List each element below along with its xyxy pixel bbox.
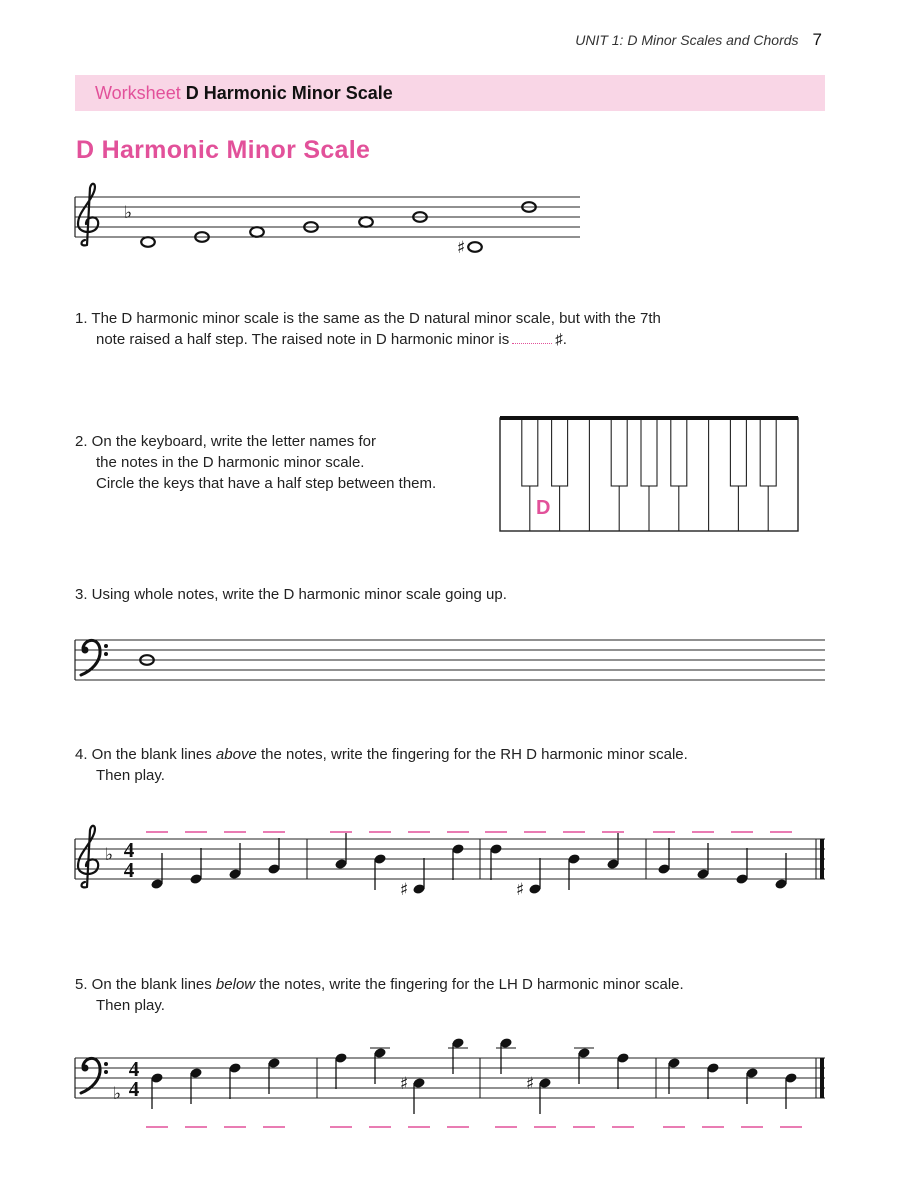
page-number: 7 bbox=[812, 30, 822, 49]
sharp-icon: ♯ bbox=[399, 880, 409, 900]
time-signature-top: 4 bbox=[123, 838, 135, 862]
running-title: UNIT 1: D Minor Scales and Chords bbox=[575, 32, 799, 48]
rh-staff bbox=[75, 826, 825, 900]
bass-clef-dot bbox=[104, 652, 108, 656]
bass-clef-dot bbox=[104, 1062, 108, 1066]
whole-note bbox=[468, 242, 482, 252]
black-key bbox=[522, 418, 538, 486]
key-signature-flat-icon: ♭ bbox=[112, 1084, 122, 1104]
question-1-line1: 1. The D harmonic minor scale is the same as the D natural minor scale, but with the 7th bbox=[75, 310, 661, 327]
lh-staff bbox=[75, 1037, 825, 1127]
key-signature-flat-icon: ♭ bbox=[104, 845, 114, 865]
whole-note bbox=[250, 227, 264, 237]
black-key bbox=[671, 418, 687, 486]
black-key bbox=[611, 418, 627, 486]
question-4-before: 4. On the blank lines bbox=[75, 746, 216, 763]
time-signature-top: 4 bbox=[128, 1057, 140, 1081]
black-key bbox=[641, 418, 657, 486]
answer-staff[interactable] bbox=[75, 640, 825, 680]
question-4-emph: above bbox=[215, 746, 257, 763]
sharp-icon: ♯ bbox=[456, 238, 466, 258]
keyboard-label-d: D bbox=[536, 497, 551, 519]
black-key bbox=[552, 418, 568, 486]
black-key bbox=[730, 418, 746, 486]
keyboard-top-edge bbox=[500, 416, 798, 420]
bass-clef-dot bbox=[104, 644, 108, 648]
black-key bbox=[760, 418, 776, 486]
treble-clef-icon bbox=[78, 826, 98, 888]
scale-staff bbox=[75, 184, 580, 258]
question-4-after: the notes, write the fingering for the RH D harmonic minor scale. bbox=[256, 746, 688, 763]
page-title: D Harmonic Minor Scale bbox=[76, 136, 371, 164]
whole-note bbox=[359, 217, 373, 227]
bass-clef-dot bbox=[82, 1065, 89, 1072]
question-2-line1: 2. On the keyboard, write the letter names for bbox=[75, 433, 376, 450]
banner-prefix: Worksheet bbox=[95, 83, 181, 103]
question-1-line2-end: ♯. bbox=[555, 331, 567, 348]
question-2-line2: the notes in the D harmonic minor scale. bbox=[96, 454, 365, 471]
question-5-before: 5. On the blank lines bbox=[75, 976, 216, 993]
whole-note bbox=[141, 237, 155, 247]
question-5-line2: Then play. bbox=[96, 997, 165, 1014]
treble-clef-icon bbox=[78, 184, 98, 246]
sharp-icon: ♯ bbox=[399, 1074, 409, 1094]
question-3: 3. Using whole notes, write the D harmonic minor scale going up. bbox=[75, 586, 507, 603]
question-4-line2: Then play. bbox=[96, 767, 165, 784]
question-1-line2-text: note raised a half step. The raised note in D harmonic minor is bbox=[96, 331, 510, 348]
key-signature-flat-icon: ♭ bbox=[123, 203, 133, 223]
question-2-line3: Circle the keys that have a half step between them. bbox=[96, 475, 437, 492]
sharp-icon: ♯ bbox=[525, 1074, 535, 1094]
time-signature-bottom: 4 bbox=[128, 1077, 140, 1101]
question-5-after: the notes, write the fingering for the LH D harmonic minor scale. bbox=[255, 976, 684, 993]
banner-title: D Harmonic Minor Scale bbox=[185, 83, 393, 103]
bass-clef-dot bbox=[104, 1070, 108, 1074]
time-signature-bottom: 4 bbox=[123, 858, 135, 882]
sharp-icon: ♯ bbox=[515, 880, 525, 900]
bass-clef-dot bbox=[82, 647, 89, 654]
question-5-emph: below bbox=[215, 976, 256, 993]
